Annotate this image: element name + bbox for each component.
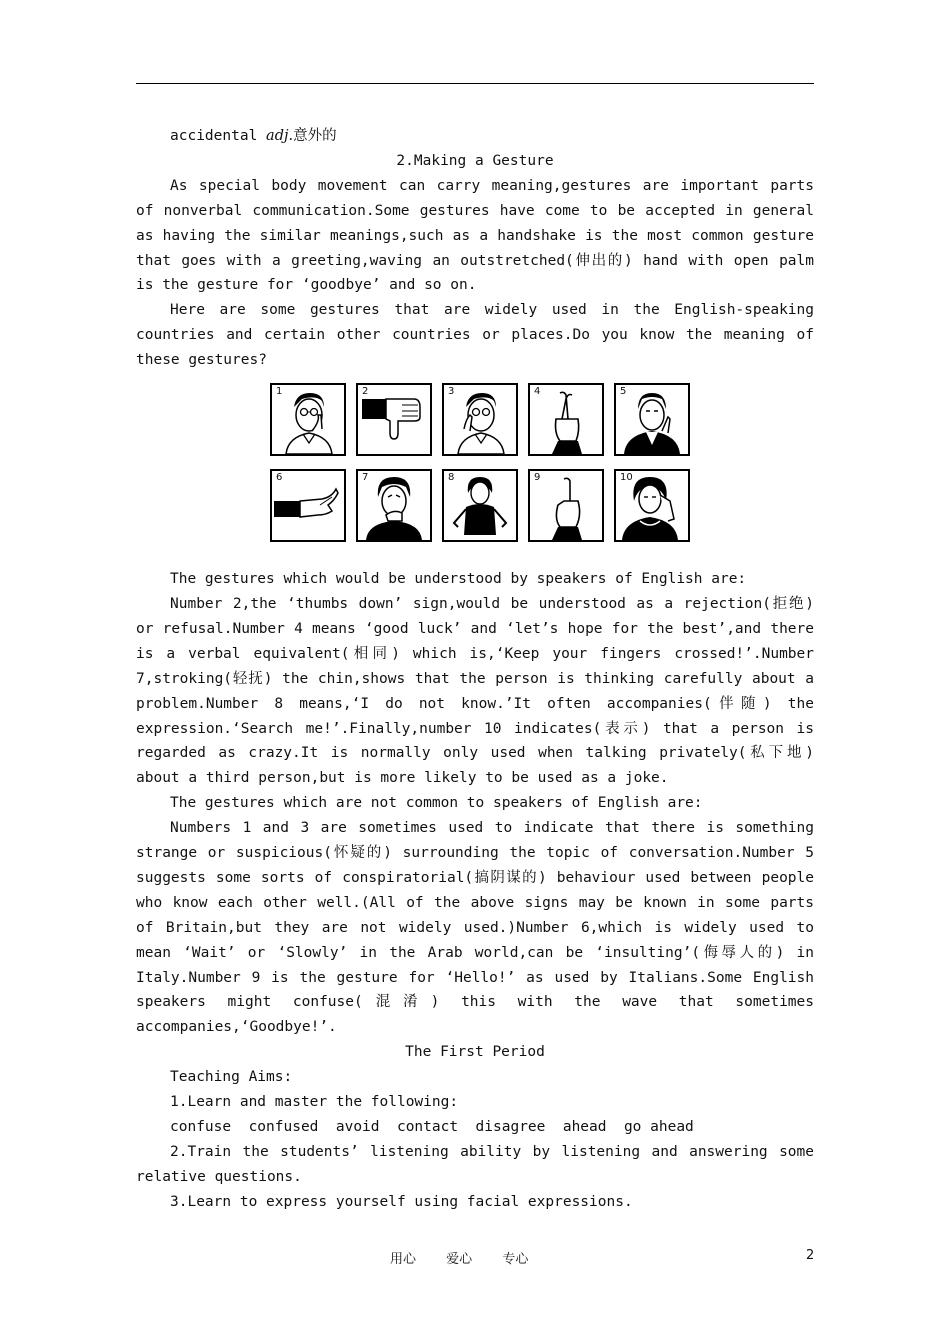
limp-wrist-hand-icon — [272, 471, 344, 540]
gesture-panel-4 — [528, 383, 604, 456]
teaching-aims-label: Teaching Aims: — [170, 1069, 293, 1086]
understood-heading: The gestures which would be understood by speakers of English are: — [170, 571, 747, 588]
gloss-pos: adj. — [266, 128, 294, 144]
gesture-panel-5 — [614, 383, 690, 456]
section-title: 2.Making a Gesture — [396, 152, 554, 169]
gloss-word: accidental — [170, 128, 258, 144]
gesture-panel-10 — [614, 469, 690, 542]
not-common-paragraph: Numbers 1 and 3 are sometimes used to indicate that there is something strange or suspicious(怀疑的) surrounding the topic of conversation.Number 5 suggests some sorts of conspiratorial(搞阴谋的) behaviour used between people who know each other well.(All of the above signs may be known in some parts of Britain,but they are not widely used.)Number 6,which is widely used to mean ‘Wait’ or ‘Slowly’ in the Arab world,can be ‘insulting’(侮辱人的) in Italy.Number 9 is the gesture for ‘Hello!’ as used by Italians.Some English speakers might confuse(混淆) this with the wave that sometimes accompanies,‘Goodbye!’. — [136, 820, 814, 1036]
gloss-meaning: 意外的 — [293, 128, 337, 144]
gesture-panel-7 — [356, 469, 432, 542]
period-title: The First Period — [405, 1044, 545, 1061]
gesture-panel-1 — [270, 383, 346, 456]
crossed-fingers-icon — [530, 385, 602, 454]
panel-number: 3 — [448, 386, 455, 398]
page-content — [136, 124, 814, 1215]
footer-motto — [390, 1248, 554, 1267]
panel-number: 10 — [620, 472, 633, 484]
intro-paragraph-2: Here are some gestures that are widely used in the English-speaking countries and certain other countries or places.Do you know the meaning of these gestures? — [136, 302, 814, 369]
shrug-icon — [444, 471, 516, 540]
aim-3: 3.Learn to express yourself using facial expressions. — [170, 1193, 633, 1210]
raised-index-finger-icon — [530, 471, 602, 540]
thumbs-down-icon — [358, 385, 430, 454]
panel-number: 8 — [448, 472, 455, 484]
aim-2: 2.Train the students’ listening ability by listening and answering some relative questions. — [136, 1143, 814, 1185]
panel-number: 7 — [362, 472, 369, 484]
gesture-panel-2 — [356, 383, 432, 456]
panel-number: 2 — [362, 386, 369, 398]
gesture-figure — [268, 383, 694, 553]
aim-vocabulary: confuse confused avoid contact disagree ahead go ahead — [170, 1119, 694, 1135]
gesture-panel-8 — [442, 469, 518, 542]
header-rule — [136, 83, 814, 84]
page-number: 2 — [806, 1248, 815, 1263]
stroking-chin-icon — [358, 471, 430, 540]
gesture-panel-9 — [528, 469, 604, 542]
motto-word: 爱心 — [446, 1252, 473, 1267]
panel-number: 9 — [534, 472, 541, 484]
gesture-panel-6 — [270, 469, 346, 542]
finger-temple-icon — [616, 471, 688, 540]
panel-number: 4 — [534, 386, 541, 398]
understood-paragraph: Number 2,the ‘thumbs down’ sign,would be understood as a rejection(拒绝) or refusal.Number 4 means ‘good luck’ and ‘let’s hope for the best’,and there is a verbal equivalent(相同) which is,‘Keep your fingers crossed!’.Number 7,stroking(轻抚) the chin,shows that the person is thinking carefully about a problem.Number 8 means,‘I do not know.’It often accompanies(伴随) the expression.‘Search me!’.Finally,number 10 indicates(表示) that a person is regarded as crazy.It is normally only used when talking privately(私下地) about a third person,but is more likely to be used as a joke. — [136, 595, 814, 787]
panel-number: 1 — [276, 386, 283, 398]
not-common-heading: The gestures which are not common to speakers of English are: — [170, 795, 703, 812]
panel-number: 6 — [276, 472, 283, 484]
intro-paragraph-1: As special body movement can carry meaning,gestures are important parts of nonverbal communication.Some gestures have come to be accepted in general as having the similar meanings,such as a handshake is the most common gesture that goes with a greeting,waving an outstretched(伸出的) hand with open palm is the gesture for ‘goodbye’ and so on. — [136, 177, 814, 294]
panel-number: 5 — [620, 386, 627, 398]
face-hand-nose-icon — [272, 385, 344, 454]
face-finger-nose-icon — [616, 385, 688, 454]
motto-word: 用心 — [390, 1252, 417, 1267]
gesture-panel-3 — [442, 383, 518, 456]
motto-word: 专心 — [502, 1252, 529, 1267]
aim-1: 1.Learn and master the following: — [170, 1094, 459, 1111]
vocabulary-gloss — [136, 124, 814, 149]
face-hand-cheek-icon — [444, 385, 516, 454]
